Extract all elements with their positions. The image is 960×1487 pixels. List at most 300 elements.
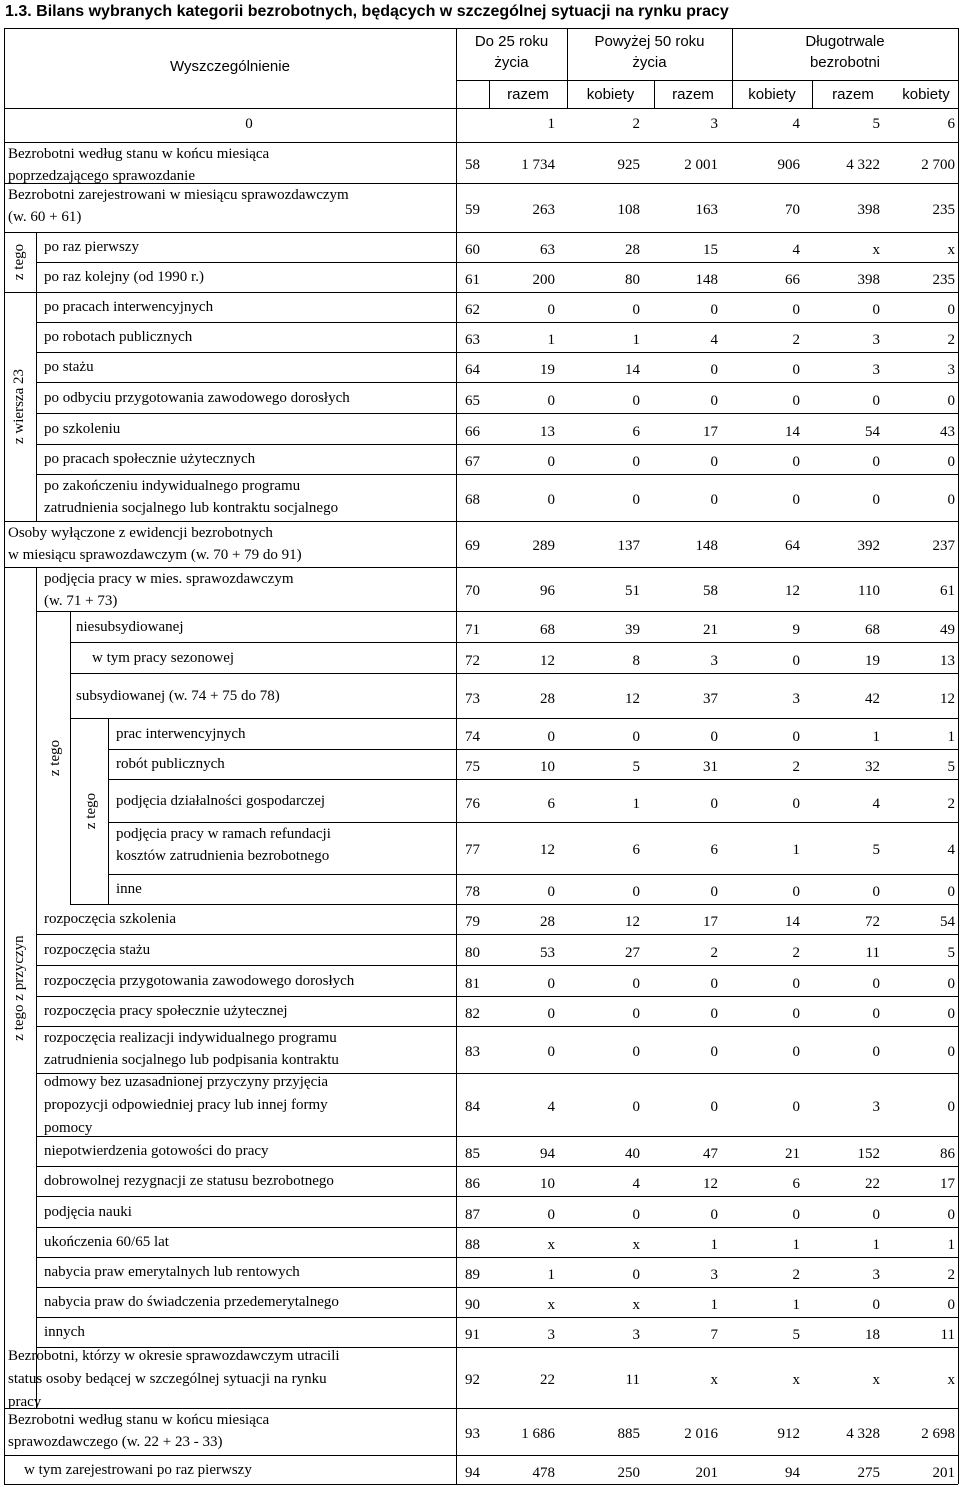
table-cell: 3 <box>947 362 955 378</box>
table-cell: 0 <box>632 1043 640 1060</box>
table-cell: 8 <box>632 652 640 669</box>
table-cell: 6 <box>792 1176 800 1192</box>
row-label: podjęcia pracy w mies. sprawozdawczym (w. 71 + 73) <box>44 571 294 609</box>
table-cell: 4 328 <box>846 1425 880 1442</box>
grid-line <box>36 934 958 935</box>
table-cell: 10 <box>540 1176 555 1192</box>
grid-line <box>4 28 5 1484</box>
header-subcol: kobiety <box>748 86 796 103</box>
table-cell: 2 <box>947 1267 955 1283</box>
row-number: 68 <box>465 491 480 508</box>
table-cell: 66 <box>785 272 800 288</box>
table-cell: 0 <box>547 884 555 900</box>
grid-line <box>70 718 958 719</box>
table-cell: 47 <box>703 1146 718 1162</box>
table-cell: 912 <box>777 1425 800 1442</box>
table-cell: 0 <box>947 454 955 470</box>
row-number: 92 <box>465 1371 480 1388</box>
table-cell: 200 <box>532 272 555 288</box>
table-cell: 54 <box>865 423 880 440</box>
table-cell: 0 <box>792 454 800 470</box>
table-cell: 250 <box>617 1464 640 1481</box>
table-cell: 0 <box>710 728 718 745</box>
table-cell: 51 <box>625 583 640 599</box>
table-cell: 2 <box>792 759 800 775</box>
table-cell: 1 <box>792 1297 800 1313</box>
grid-line <box>36 1196 958 1197</box>
table-cell: 3 <box>872 362 880 378</box>
row-label: rozpoczęcia realizacji indywidualnego programu zatrudnienia socjalnego lub podpisania kontraktu <box>44 1030 339 1068</box>
row-label: subsydiowanej (w. 74 + 75 do 78) <box>76 687 280 704</box>
table-cell: 39 <box>625 621 640 638</box>
row-number: 61 <box>465 272 480 288</box>
table-cell: x <box>547 1237 555 1253</box>
table-cell: 0 <box>947 1297 955 1313</box>
row-label: w tym pracy sezonowej <box>92 649 235 666</box>
table-cell: 0 <box>710 884 718 900</box>
table-cell: 0 <box>792 884 800 900</box>
row-number: 81 <box>465 975 480 992</box>
table-cell: 4 <box>872 795 880 812</box>
table-title: 1.3. Bilans wybranych kategorii bezrobotnych, będących w szczególnej sytuacji na rynku pracy <box>5 3 729 20</box>
grid-line <box>36 567 37 1408</box>
table-cell: 0 <box>872 884 880 900</box>
row-label: Bezrobotni według stanu w końcu miesiąca sprawozdawczego (w. 22 + 23 - 33) <box>8 1412 270 1450</box>
grid-line <box>36 444 958 445</box>
row-label: prac interwencyjnych <box>116 725 246 742</box>
table-cell: 1 <box>872 728 880 745</box>
table-cell: 12 <box>940 690 955 707</box>
table-cell: 1 <box>632 795 640 812</box>
table-cell: 0 <box>792 1043 800 1060</box>
table-cell: 1 734 <box>521 156 555 173</box>
row-number: 58 <box>465 156 480 173</box>
table-cell: 0 <box>947 975 955 992</box>
table-cell: 0 <box>947 491 955 508</box>
row-label: Bezrobotni według stanu w końcu miesiąca poprzedzającego sprawozdanie <box>8 146 270 184</box>
table-cell: 14 <box>785 423 800 440</box>
row-label: dobrowolnej rezygnacji ze statusu bezrobotnego <box>44 1173 334 1189</box>
row-number: 62 <box>465 302 480 318</box>
table-cell: 2 <box>792 1267 800 1283</box>
header-group: Powyżej 50 roku życia <box>594 33 705 71</box>
header-subcol: razem <box>507 86 549 103</box>
table-cell: 22 <box>865 1176 880 1192</box>
table-cell: 72 <box>865 914 880 930</box>
table-cell: 3 <box>632 1327 640 1343</box>
table-cell: 5 <box>632 759 640 775</box>
header-subcol: kobiety <box>586 86 635 103</box>
table-cell: 12 <box>625 914 640 930</box>
table-cell: 28 <box>625 242 640 258</box>
table-cell: 58 <box>703 583 718 599</box>
row-number: 65 <box>465 392 480 409</box>
table-cell: 0 <box>872 491 880 508</box>
row-label: rozpoczęcia pracy społecznie użytecznej <box>44 1003 288 1019</box>
table-cell: x <box>710 1371 718 1388</box>
row-label: robót publicznych <box>116 756 225 772</box>
table-cell: 0 <box>632 1267 640 1283</box>
table-cell: 0 <box>872 454 880 470</box>
row-number: 66 <box>465 423 480 440</box>
table-cell: 398 <box>857 272 880 288</box>
row-number: 83 <box>465 1043 480 1060</box>
grid-line <box>36 382 958 383</box>
table-cell: 885 <box>617 1425 640 1442</box>
row-number: 76 <box>465 795 480 812</box>
row-label: po odbyciu przygotowania zawodowego dorosłych <box>44 389 350 406</box>
table-cell: 13 <box>540 423 555 440</box>
table-cell: 0 <box>872 392 880 409</box>
column-number: 2 <box>632 116 640 132</box>
grid-line <box>36 1227 958 1228</box>
header-subcol: razem <box>832 86 874 103</box>
side-label: z tego <box>47 739 63 776</box>
row-label: po pracach społecznie użytecznych <box>44 451 256 467</box>
row-number: 94 <box>465 1464 480 1481</box>
header-group: Do 25 roku życia <box>474 33 549 71</box>
table-cell: 0 <box>872 302 880 318</box>
row-number: 88 <box>465 1237 480 1253</box>
table-cell: 1 <box>872 1237 880 1253</box>
table-cell: 0 <box>710 392 718 409</box>
grid-line <box>70 904 958 905</box>
table-cell: 0 <box>792 1006 800 1022</box>
table-cell: 398 <box>857 201 880 218</box>
row-label: podjęcia pracy w ramach refundacji kosztów zatrudnienia bezrobotnego <box>116 826 331 864</box>
table-cell: 148 <box>695 538 718 554</box>
table-cell: 0 <box>547 491 555 508</box>
row-label: podjęcia nauki <box>44 1203 132 1220</box>
row-label: innych <box>44 1324 85 1340</box>
table-cell: 1 <box>947 1237 955 1253</box>
grid-line <box>456 80 958 81</box>
table-cell: 21 <box>703 621 718 638</box>
table-cell: 40 <box>625 1146 640 1162</box>
grid-line <box>36 352 958 353</box>
row-number: 69 <box>465 538 480 554</box>
table-cell: 0 <box>792 392 800 409</box>
row-label: po stażu <box>44 359 94 375</box>
table-cell: 0 <box>872 1006 880 1022</box>
table-cell: 289 <box>532 538 555 554</box>
header-subcol: razem <box>672 86 714 103</box>
row-label: w tym zarejestrowani po raz pierwszy <box>24 1461 252 1478</box>
table-cell: 70 <box>785 201 800 218</box>
table-cell: 3 <box>792 690 800 707</box>
table-cell: 3 <box>872 1098 880 1115</box>
table-cell: 96 <box>540 583 555 599</box>
table-cell: 0 <box>710 1098 718 1115</box>
table-cell: x <box>947 1371 955 1388</box>
table-cell: 0 <box>710 454 718 470</box>
table-cell: 0 <box>947 1206 955 1223</box>
table-cell: 0 <box>792 1206 800 1223</box>
table-cell: 17 <box>703 914 718 930</box>
row-number: 75 <box>465 759 480 775</box>
row-number: 63 <box>465 332 480 348</box>
table-cell: 4 <box>547 1098 555 1115</box>
grid-line <box>4 232 958 233</box>
table-cell: 2 <box>947 332 955 348</box>
table-cell: 201 <box>932 1464 955 1481</box>
column-number: 3 <box>710 116 718 132</box>
table-cell: 4 <box>632 1176 640 1192</box>
table-cell: 68 <box>540 621 555 638</box>
row-number: 84 <box>465 1098 480 1115</box>
grid-line <box>36 1166 958 1167</box>
table-cell: 5 <box>792 1327 800 1343</box>
table-cell: 3 <box>710 1267 718 1283</box>
row-number: 74 <box>465 728 480 745</box>
row-number: 85 <box>465 1146 480 1162</box>
table-cell: 1 <box>632 332 640 348</box>
table-cell: 0 <box>547 1006 555 1022</box>
table-cell: x <box>632 1237 640 1253</box>
table-cell: 54 <box>940 914 955 930</box>
side-label: z tego z przyczyn <box>11 934 27 1041</box>
table-cell: 4 322 <box>846 156 880 173</box>
table-cell: 37 <box>703 690 718 707</box>
table-cell: 235 <box>932 201 955 218</box>
row-label: po szkoleniu <box>44 420 121 437</box>
table-cell: 4 <box>792 242 800 258</box>
table-cell: 86 <box>940 1146 955 1162</box>
row-label: po raz kolejny (od 1990 r.) <box>44 269 204 285</box>
table-cell: 21 <box>785 1146 800 1162</box>
table-cell: 53 <box>540 944 555 961</box>
table-cell: 12 <box>540 652 555 669</box>
table-cell: 43 <box>940 423 955 440</box>
row-number: 80 <box>465 944 480 961</box>
table-cell: 0 <box>632 1206 640 1223</box>
table-cell: 64 <box>785 538 800 554</box>
table-cell: 0 <box>872 1043 880 1060</box>
table-cell: 0 <box>947 1098 955 1115</box>
table-cell: 2 <box>947 795 955 812</box>
row-label: po robotach publicznych <box>44 329 193 345</box>
row-label: po pracach interwencyjnych <box>44 299 214 315</box>
side-label: z wiersza 23 <box>11 369 27 444</box>
table-cell: 148 <box>695 272 718 288</box>
table-cell: 0 <box>872 975 880 992</box>
row-number: 91 <box>465 1327 480 1343</box>
table-cell: 3 <box>547 1327 555 1343</box>
row-label: po zakończeniu indywidualnego programu zatrudnienia socjalnego lub kontraktu socjalnego <box>44 478 339 516</box>
grid-line <box>4 1455 958 1456</box>
table-cell: 0 <box>632 454 640 470</box>
side-label: z tego <box>83 792 99 830</box>
table-cell: 0 <box>792 491 800 508</box>
table-cell: 152 <box>857 1146 880 1162</box>
table-cell: 2 698 <box>921 1425 955 1442</box>
table-cell: 275 <box>857 1464 880 1481</box>
table-cell: 13 <box>940 652 955 669</box>
table-cell: 9 <box>792 621 800 638</box>
row-number: 71 <box>465 621 480 638</box>
column-number: 6 <box>947 116 955 132</box>
table-cell: 0 <box>710 975 718 992</box>
row-label: inne <box>116 881 142 897</box>
table-cell: 28 <box>540 914 555 930</box>
table-cell: 0 <box>632 1006 640 1022</box>
table-cell: 10 <box>540 759 555 775</box>
table-cell: 63 <box>540 242 555 258</box>
table-cell: 31 <box>703 759 718 775</box>
table-cell: 108 <box>617 201 640 218</box>
column-number: 0 <box>245 116 253 132</box>
table-cell: 2 <box>792 944 800 961</box>
row-label: rozpoczęcia przygotowania zawodowego dorosłych <box>44 972 355 989</box>
row-number: 72 <box>465 652 480 669</box>
table-cell: 0 <box>710 1206 718 1223</box>
table-cell: 61 <box>940 583 955 599</box>
table-cell: 17 <box>940 1176 955 1192</box>
table-cell: 0 <box>547 302 555 318</box>
column-number: 1 <box>547 116 555 132</box>
table-cell: x <box>632 1297 640 1313</box>
table-cell: 0 <box>872 1297 880 1313</box>
grid-line <box>4 28 958 29</box>
row-number: 78 <box>465 884 480 900</box>
table-cell: 0 <box>632 1098 640 1115</box>
table-cell: 14 <box>625 362 640 378</box>
row-number: 64 <box>465 362 480 378</box>
table-cell: 235 <box>932 272 955 288</box>
table-cell: 925 <box>617 156 640 173</box>
table-cell: 94 <box>785 1464 800 1481</box>
table-cell: x <box>792 1371 800 1388</box>
table-cell: 1 <box>947 728 955 745</box>
table-cell: 27 <box>625 944 640 961</box>
row-number: 67 <box>465 454 480 470</box>
table-cell: 0 <box>710 1043 718 1060</box>
grid-line <box>36 413 958 414</box>
table-cell: 5 <box>947 944 955 961</box>
grid-line <box>958 28 959 1484</box>
side-label: z tego <box>11 243 27 281</box>
table-cell: 11 <box>625 1371 640 1388</box>
table-cell: 28 <box>540 690 555 707</box>
row-label: ukończenia 60/65 lat <box>44 1234 169 1250</box>
table-cell: 0 <box>792 362 800 378</box>
row-number: 90 <box>465 1297 480 1313</box>
table-cell: 6 <box>632 842 640 858</box>
table-cell: 263 <box>532 201 555 218</box>
grid-line <box>36 996 958 997</box>
grid-line <box>108 749 958 750</box>
row-number: 60 <box>465 242 480 258</box>
table-cell: 4 <box>710 332 718 348</box>
table-cell: 42 <box>865 690 880 707</box>
table-cell: 0 <box>792 975 800 992</box>
table-cell: 0 <box>632 491 640 508</box>
table-cell: 12 <box>540 842 555 858</box>
table-cell: 0 <box>710 302 718 318</box>
table-cell: 0 <box>710 795 718 812</box>
table-cell: 17 <box>703 423 718 440</box>
row-number: 86 <box>465 1176 480 1192</box>
grid-line <box>36 1287 958 1288</box>
table-cell: 18 <box>865 1327 880 1343</box>
table-cell: 3 <box>872 1267 880 1283</box>
table-cell: 15 <box>703 242 718 258</box>
table-cell: x <box>872 242 880 258</box>
table-cell: 11 <box>940 1327 955 1343</box>
table-cell: 0 <box>547 1043 555 1060</box>
row-label: nabycia praw emerytalnych lub rentowych <box>44 1264 300 1280</box>
table-cell: 0 <box>710 362 718 378</box>
row-number: 79 <box>465 914 480 930</box>
table-cell: 5 <box>872 842 880 858</box>
table-cell: 0 <box>792 728 800 745</box>
table-cell: 0 <box>547 1206 555 1223</box>
row-label: podjęcia działalności gospodarczej <box>116 792 326 809</box>
table-cell: 11 <box>865 944 880 961</box>
row-label: rozpoczęcia stażu <box>44 941 151 958</box>
table-cell: 68 <box>865 621 880 638</box>
table-cell: 1 <box>710 1297 718 1313</box>
table-cell: 4 <box>947 842 955 858</box>
table-cell: 906 <box>777 156 800 173</box>
table-cell: 12 <box>703 1176 718 1192</box>
table-cell: 137 <box>617 538 640 554</box>
row-number: 82 <box>465 1006 480 1022</box>
grid-line <box>4 108 958 109</box>
table-cell: 0 <box>547 975 555 992</box>
table-cell: 49 <box>940 621 955 638</box>
table-cell: 22 <box>540 1371 555 1388</box>
grid-line <box>36 292 37 521</box>
table-cell: 19 <box>540 362 555 378</box>
table-cell: 201 <box>695 1464 718 1481</box>
table-cell: 1 <box>547 1267 555 1283</box>
table-cell: 0 <box>632 392 640 409</box>
table-cell: 0 <box>547 728 555 745</box>
table-cell: 0 <box>710 1006 718 1022</box>
table-cell: 2 <box>710 944 718 961</box>
row-number: 70 <box>465 583 480 599</box>
header-group: Długotrwale bezrobotni <box>805 33 885 71</box>
row-number: 89 <box>465 1267 480 1283</box>
table-cell: 0 <box>947 1043 955 1060</box>
row-number: 87 <box>465 1206 480 1223</box>
table-cell: 0 <box>947 302 955 318</box>
table-cell: 1 686 <box>521 1425 555 1442</box>
table-cell: 163 <box>695 201 718 218</box>
table-cell: 3 <box>710 652 718 669</box>
table-cell: 0 <box>632 884 640 900</box>
grid-line <box>108 874 958 875</box>
grid-line <box>36 965 958 966</box>
grid-line <box>36 262 958 263</box>
table-cell: 94 <box>540 1146 555 1162</box>
row-label: niepotwierdzenia gotowości do pracy <box>44 1143 269 1159</box>
row-label: Bezrobotni, którzy w okresie sprawozdawczym utracili status osoby bedącej w szczególnej sytuacji na rynku pracy <box>8 1348 340 1410</box>
table-cell: 12 <box>625 690 640 707</box>
header-wyszczegolnienie: Wyszczególnienie <box>170 58 290 75</box>
table-cell: 5 <box>947 759 955 775</box>
table-cell: 1 <box>792 1237 800 1253</box>
grid-line <box>36 322 958 323</box>
table-cell: 2 016 <box>684 1425 718 1442</box>
table-cell: 80 <box>625 272 640 288</box>
row-label: nabycia praw do świadczenia przedemerytalnego <box>44 1294 339 1310</box>
row-label: niesubsydiowanej <box>76 618 184 635</box>
table-cell: 0 <box>947 884 955 900</box>
table-cell: 2 700 <box>921 156 955 173</box>
table-cell: 12 <box>785 583 800 599</box>
